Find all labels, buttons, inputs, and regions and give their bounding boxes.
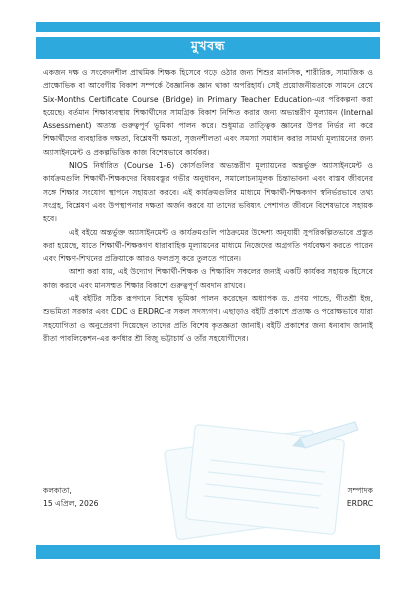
signature-row-2 [43, 498, 373, 510]
bottom-accent-bar [36, 545, 380, 559]
signature-role: সম্পাদক [347, 486, 373, 495]
paragraph: এই বইয়ে অন্তর্ভুক্ত অ্যাসাইনমেন্ট ও কার্যক্রমগুলি পাঠক্রমের উদ্দেশ্য অনুযায়ী সুপরিকল্পিতভাবে প্রস্তুত করা হয়েছে, যাতে শিক্ষার্থী-শিক্ষকগণ ধারাবাহিক মূল্যায়নের মাধ্যমে নিজেদের অগ্রগতি পর্যবেক্ষণ করতে পারেন এবং শিক্ষণ-শিখনের প্রক্রিয়াকে আরও ফলপ্রসূ করে তুলতে পারেন। [43, 227, 373, 264]
paragraph: এই বইটির সঠিক রূপদানে বিশেষ ভূমিকা পালন করেছেন অধ্যাপক ড. প্রণয় পান্ডে, গীতশ্রী ইন্দ্র, শুভমিতা সরকার এবং CDC ও ERDRC-র সকল সদস্যগণ। এছাড়াও বইটি প্রকাশে প্রত্যক্ষ ও পরোক্ষভাবে যারা সহযোগিতা ও অনুপ্রেরণা দিয়েছেন তাদের প্রতি বিশেষ কৃতজ্ঞতা জানাই। বইটি প্রকাশের জন্য ধন্যবাদ জানাই রীতা পাবলিকেশন-এর কর্ণধার শ্রী বিজু ভট্টাচার্য ও তাঁর সহযোগীদের। [43, 294, 373, 343]
paragraph: NIOS নির্ধারিত (Course 1-6) কোর্সগুলির অভ্যন্তরীণ মূল্যায়নের অন্তর্ভুক্ত অ্যাসাইনমেন্ট ও কার্যক্রমগুলি শিক্ষার্থী-শিক্ষকদের বিষয়বস্তুর গভীর অনুধাবন, সমালোচনামূলক চিন্তাভাবনা এবং বাস্তব জীবনের সঙ্গে শিক্ষার সংযোগ স্থাপনে সহায়তা করবে। এই কার্যক্রমগুলির মাধ্যমে শিক্ষার্থী-শিক্ষকগণ স্বনির্ভরভাবে তথ্য সংগ্রহ, বিশ্লেষণ এবং উপস্থাপনার দক্ষতা অর্জন করবে যা তাদের ভবিষ্যৎ পেশাগত জীবনে বিশেষভাবে সহায়ক হবে। [43, 161, 373, 224]
paragraph: একজন দক্ষ ও সংবেদনশীল প্রাথমিক শিক্ষক হিসেবে গড়ে ওঠার জন্য শিশুর মানসিক, শারীরিক, সামাজিক ও প্রাক্ষোভিক বা আবেগীয় বিকাশ সম্পর্কে বৈজ্ঞানিক জ্ঞান থাকা অপরিহার্য। সেই প্রয়োজনীয়তাকে সামনে রেখে Six-Months Certificate Course (Bridge) in Primary Teacher Education-এর পরিকল্পনা করা হয়েছে। বর্তমান শিক্ষাব্যবস্থায় শিক্ষার্থীদের সামগ্রিক বিকাশ নিশ্চিত করার জন্য অভ্যন্তরীণ মূল্যায়ন (Internal Assessment) অত্যন্ত গুরুত্বপূর্ণ ভূমিকা পালন করে। শুধুমাত্র তাত্ত্বিক জ্ঞানের উপর নির্ভর না করে শিক্ষার্থীদের ব্যবহারিক দক্ষতা, বিশ্লেষণী ক্ষমতা, সৃজনশীলতা এবং সমস্যা সমাধান করার সামর্থ্য মূল্যায়নের জন্য অ্যাসাইনমেন্ট ও প্রকল্পভিত্তিক কাজ বিশেষভাবে কার্যকর। [43, 68, 373, 157]
signature-row-1 [43, 485, 373, 497]
page-title: মুখবন্ধ [190, 38, 225, 53]
top-accent-bar [36, 22, 380, 32]
signature-name: ERDRC [346, 499, 373, 508]
page-header [36, 37, 380, 59]
signature-place: কলকাতা, [43, 486, 72, 495]
signature-date: 15 এপ্রিল, 2026 [43, 499, 99, 508]
paragraph: আশা করা যায়, এই উদ্যোগ শিক্ষার্থী-শিক্ষক ও শিক্ষাবিদ সকলের জন্যই একটি কার্যকর সহায়ক হিসেবে কাজ করবে এবং মানসম্মত শিক্ষার বিকাশে গুরুত্বপূর্ণ অবদান রাখবে। [43, 267, 373, 290]
preface-body [43, 66, 373, 345]
notebook-pen-illustration [150, 420, 370, 540]
